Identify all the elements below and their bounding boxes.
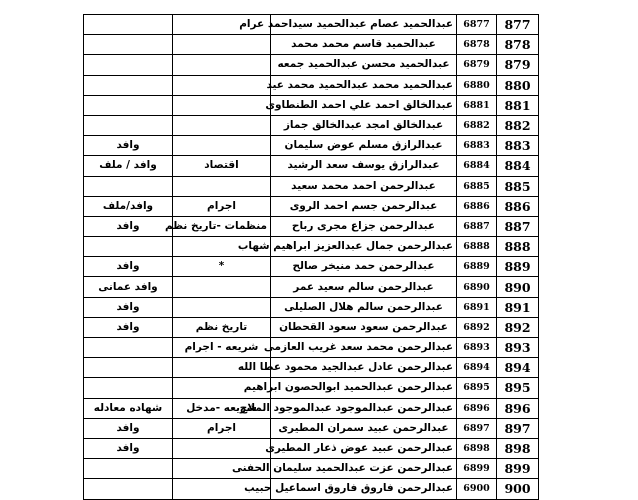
student-register-table	[83, 14, 539, 500]
status-cell	[84, 237, 173, 257]
table-body	[84, 15, 539, 500]
code-cell: 6881	[457, 95, 497, 115]
department-cell	[173, 55, 271, 75]
serial-number-cell: 883	[497, 136, 539, 156]
status-cell: وافد	[84, 418, 173, 438]
table-row	[84, 438, 539, 458]
status-cell	[84, 358, 173, 378]
department-cell: اجرام	[173, 196, 271, 216]
code-cell: 6886	[457, 196, 497, 216]
table-row	[84, 156, 539, 176]
name-cell: عبدالرازق مسلم عوض سليمان	[271, 136, 457, 156]
code-cell: 6897	[457, 418, 497, 438]
status-cell	[84, 95, 173, 115]
serial-number-cell: 881	[497, 95, 539, 115]
status-cell	[84, 338, 173, 358]
code-cell: 6891	[457, 297, 497, 317]
table-row	[84, 297, 539, 317]
code-cell: 6885	[457, 176, 497, 196]
serial-number-cell: 898	[497, 438, 539, 458]
serial-number-cell: 894	[497, 358, 539, 378]
department-cell	[173, 136, 271, 156]
table-row	[84, 95, 539, 115]
code-cell: 6883	[457, 136, 497, 156]
code-cell: 6892	[457, 317, 497, 337]
name-cell: عبدالرحمن جزاع مجرى رباح	[271, 216, 457, 236]
department-cell	[173, 75, 271, 95]
code-cell: 6900	[457, 479, 497, 499]
serial-number-cell: 879	[497, 55, 539, 75]
table-row	[84, 237, 539, 257]
department-cell	[173, 115, 271, 135]
table-row	[84, 378, 539, 398]
table-row	[84, 55, 539, 75]
table-row	[84, 15, 539, 35]
code-cell: 6893	[457, 338, 497, 358]
serial-number-cell: 878	[497, 35, 539, 55]
status-cell	[84, 378, 173, 398]
name-cell: عبدالخالق احمد علي احمد الطنطاوى	[271, 95, 457, 115]
status-cell: وافد / ملف	[84, 156, 173, 176]
code-cell: 6889	[457, 257, 497, 277]
code-cell: 6877	[457, 15, 497, 35]
serial-number-cell: 887	[497, 216, 539, 236]
department-cell	[173, 176, 271, 196]
code-cell: 6884	[457, 156, 497, 176]
table-row	[84, 317, 539, 337]
department-cell	[173, 35, 271, 55]
code-cell: 6882	[457, 115, 497, 135]
table-row	[84, 479, 539, 499]
serial-number-cell: 889	[497, 257, 539, 277]
code-cell: 6878	[457, 35, 497, 55]
name-cell: عبدالرازق يوسف سعد الرشيد	[271, 156, 457, 176]
name-cell: عبدالرحمن احمد محمد سعيد	[271, 176, 457, 196]
table-row	[84, 418, 539, 438]
status-cell	[84, 479, 173, 499]
name-cell: عبدالحميد عصام عبدالحميد سيداحمد عرام	[271, 15, 457, 35]
code-cell: 6899	[457, 459, 497, 479]
name-cell: عبدالخالق امجد عبدالخالق جماز	[271, 115, 457, 135]
serial-number-cell: 890	[497, 277, 539, 297]
name-cell: عبدالرحمن سالم سعيد عمر	[271, 277, 457, 297]
name-cell: عبدالرحمن فاروق فاروق اسماعيل حبيب	[271, 479, 457, 499]
code-cell: 6880	[457, 75, 497, 95]
table-row	[84, 398, 539, 418]
status-cell: وافد	[84, 216, 173, 236]
status-cell: وافد	[84, 257, 173, 277]
name-cell: عبدالحميد قاسم محمد محمد	[271, 35, 457, 55]
table-row	[84, 459, 539, 479]
name-cell: عبدالرحمن سعود سعود القحطان	[271, 317, 457, 337]
code-cell: 6895	[457, 378, 497, 398]
table-row	[84, 35, 539, 55]
name-cell: عبدالرحمن جسم احمد الروى	[271, 196, 457, 216]
department-cell: شريعه -مدخل	[173, 398, 271, 418]
department-cell: *	[173, 257, 271, 277]
status-cell: شهاده معادله	[84, 398, 173, 418]
status-cell	[84, 176, 173, 196]
code-cell: 6879	[457, 55, 497, 75]
status-cell: وافد	[84, 297, 173, 317]
table-row	[84, 136, 539, 156]
code-cell: 6887	[457, 216, 497, 236]
name-cell: عبدالرحمن عبدالحميد ابوالحصون ابراهيم	[271, 378, 457, 398]
status-cell: وافد/ملف	[84, 196, 173, 216]
serial-number-cell: 877	[497, 15, 539, 35]
department-cell	[173, 297, 271, 317]
department-cell	[173, 277, 271, 297]
department-cell	[173, 95, 271, 115]
status-cell	[84, 15, 173, 35]
table-row	[84, 338, 539, 358]
status-cell: وافد	[84, 438, 173, 458]
table-row	[84, 196, 539, 216]
department-cell: تاريخ نظم	[173, 317, 271, 337]
name-cell: عبدالرحمن سالم هلال الصليلى	[271, 297, 457, 317]
serial-number-cell: 891	[497, 297, 539, 317]
table-row	[84, 115, 539, 135]
serial-number-cell: 892	[497, 317, 539, 337]
serial-number-cell: 900	[497, 479, 539, 499]
name-cell: عبدالحميد محسن عبدالحميد جمعه	[271, 55, 457, 75]
status-cell	[84, 459, 173, 479]
name-cell: عبدالحميد محمد عبدالحميد محمد عيد	[271, 75, 457, 95]
code-cell: 6896	[457, 398, 497, 418]
name-cell: عبدالرحمن محمد سعد غريب العازمى	[271, 338, 457, 358]
name-cell: عبدالرحمن عبدالموجود عبدالموجود الملاح	[271, 398, 457, 418]
department-cell: منظمات -تاريخ نظم	[173, 216, 271, 236]
department-cell	[173, 438, 271, 458]
table-row	[84, 75, 539, 95]
department-cell: شريعه - اجرام	[173, 338, 271, 358]
code-cell: 6894	[457, 358, 497, 378]
serial-number-cell: 882	[497, 115, 539, 135]
name-cell: عبدالرحمن عبيد سمران المطيرى	[271, 418, 457, 438]
serial-number-cell: 880	[497, 75, 539, 95]
name-cell: عبدالرحمن عزت عبدالحميد سليمان الحفنى	[271, 459, 457, 479]
serial-number-cell: 884	[497, 156, 539, 176]
status-cell	[84, 35, 173, 55]
name-cell: عبدالرحمن عادل عبدالجيد محمود عطا الله	[271, 358, 457, 378]
serial-number-cell: 886	[497, 196, 539, 216]
code-cell: 6898	[457, 438, 497, 458]
serial-number-cell: 885	[497, 176, 539, 196]
name-cell: عبدالرحمن عبيد عوض ذعار المطيرى	[271, 438, 457, 458]
table-row	[84, 358, 539, 378]
serial-number-cell: 896	[497, 398, 539, 418]
department-cell: اقتصاد	[173, 156, 271, 176]
status-cell	[84, 115, 173, 135]
status-cell	[84, 75, 173, 95]
status-cell: وافد	[84, 136, 173, 156]
department-cell: اجرام	[173, 418, 271, 438]
name-cell: عبدالرحمن حمد منيخر صالح	[271, 257, 457, 277]
table-row	[84, 277, 539, 297]
serial-number-cell: 899	[497, 459, 539, 479]
serial-number-cell: 895	[497, 378, 539, 398]
code-cell: 6890	[457, 277, 497, 297]
table-row	[84, 176, 539, 196]
serial-number-cell: 888	[497, 237, 539, 257]
name-cell: عبدالرحمن جمال عبدالعزيز ابراهيم شهاب	[271, 237, 457, 257]
table-row	[84, 257, 539, 277]
code-cell: 6888	[457, 237, 497, 257]
status-cell: وافد عمانى	[84, 277, 173, 297]
status-cell	[84, 55, 173, 75]
status-cell: وافد	[84, 317, 173, 337]
serial-number-cell: 893	[497, 338, 539, 358]
serial-number-cell: 897	[497, 418, 539, 438]
table-row	[84, 216, 539, 236]
